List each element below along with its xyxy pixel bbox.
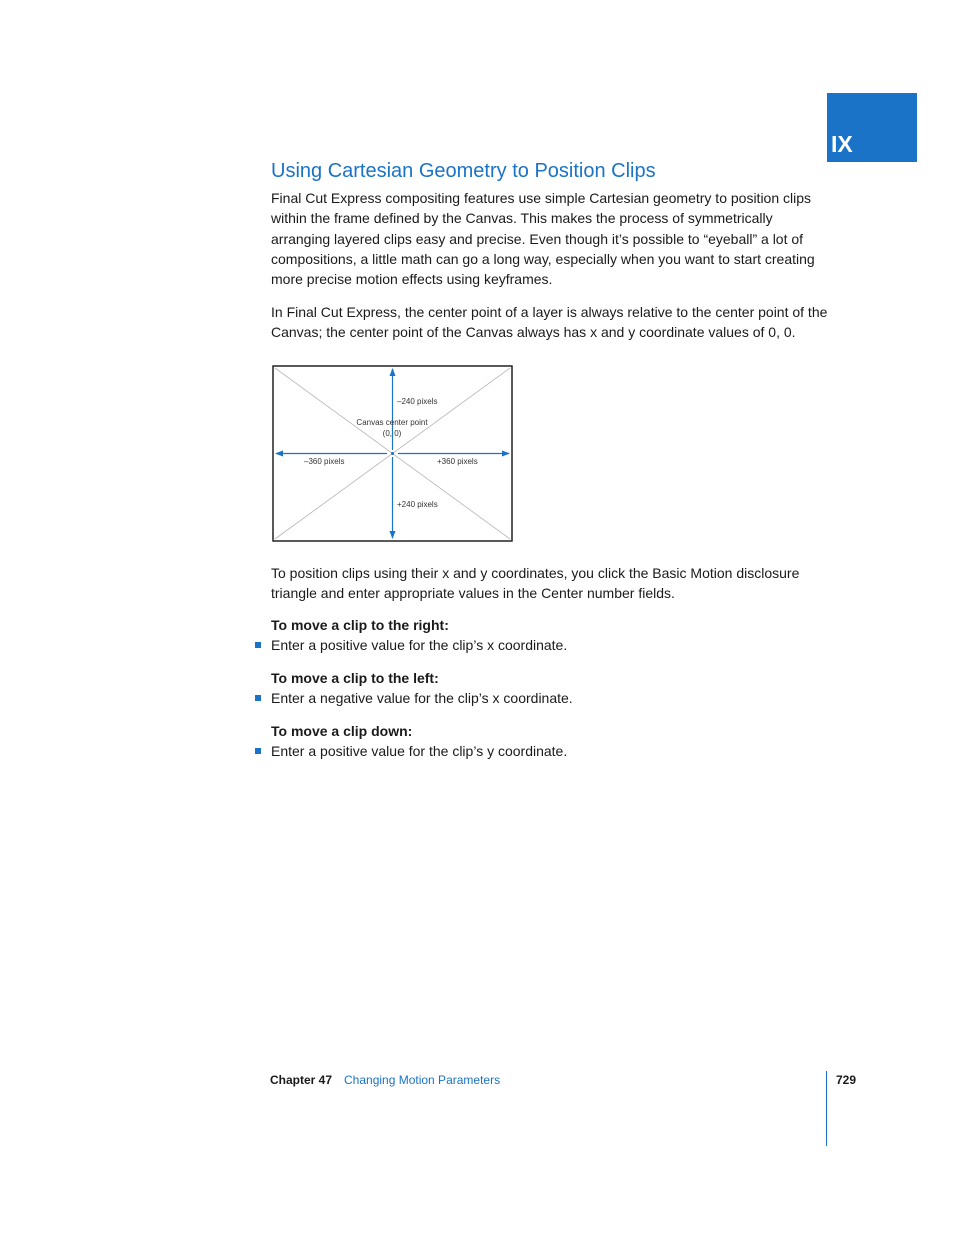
section-title: Using Cartesian Geometry to Position Clips (271, 160, 656, 182)
page-number: 729 (836, 1073, 857, 1087)
task-step-text: Enter a positive value for the clip’s x coordinate. (271, 637, 568, 653)
center-point-dot (391, 452, 394, 455)
center-point-label: Canvas center point (356, 418, 428, 427)
footer-section-link[interactable]: Changing Motion Parameters (344, 1073, 501, 1087)
task-heading: To move a clip down: (271, 723, 413, 739)
center-point-paragraph: In Final Cut Express, the center point of a layer is always relative to the center point of the Canvas; the center point of the Canvas always has x and y coordinate values of 0, 0. (271, 304, 828, 341)
bullet-square-icon (255, 642, 261, 648)
task-step (271, 690, 573, 706)
cartesian-canvas-diagram (271, 364, 514, 544)
footer-chapter: Chapter 47 (270, 1073, 333, 1087)
task-step-text: Enter a negative value for the clip’s x coordinate. (271, 690, 573, 706)
intro-paragraph: Final Cut Express compositing features use simple Cartesian geometry to position clips within the frame defined by the Canvas. This makes the process of symmetrically arranging layered clips easy and precise. Even though it’s possible to “eyeball” a lot of compositions, a little math can go a long way, especially when you want to start creating more precise motion effects using keyframes. (271, 190, 815, 288)
task-step-text: Enter a positive value for the clip’s y coordinate. (271, 743, 568, 759)
left-pixels-label: –360 pixels (304, 457, 345, 466)
footer-divider (826, 1071, 827, 1146)
center-coords-label: (0, 0) (382, 429, 402, 438)
task-step (271, 637, 567, 653)
bullet-square-icon (255, 695, 261, 701)
right-pixels-label: +360 pixels (437, 457, 478, 466)
task-heading: To move a clip to the right: (271, 617, 449, 633)
top-pixels-label: –240 pixels (397, 397, 438, 406)
position-clips-paragraph: To position clips using their x and y coordinates, you click the Basic Motion disclosure triangle and enter appropriate values in the Center number fields. (271, 565, 800, 602)
bullet-square-icon (255, 748, 261, 754)
task-heading: To move a clip to the left: (271, 670, 439, 686)
task-step (271, 743, 567, 759)
bottom-pixels-label: +240 pixels (397, 500, 438, 509)
chapter-tab-label: IX (831, 131, 853, 157)
chapter-tab (827, 93, 917, 162)
